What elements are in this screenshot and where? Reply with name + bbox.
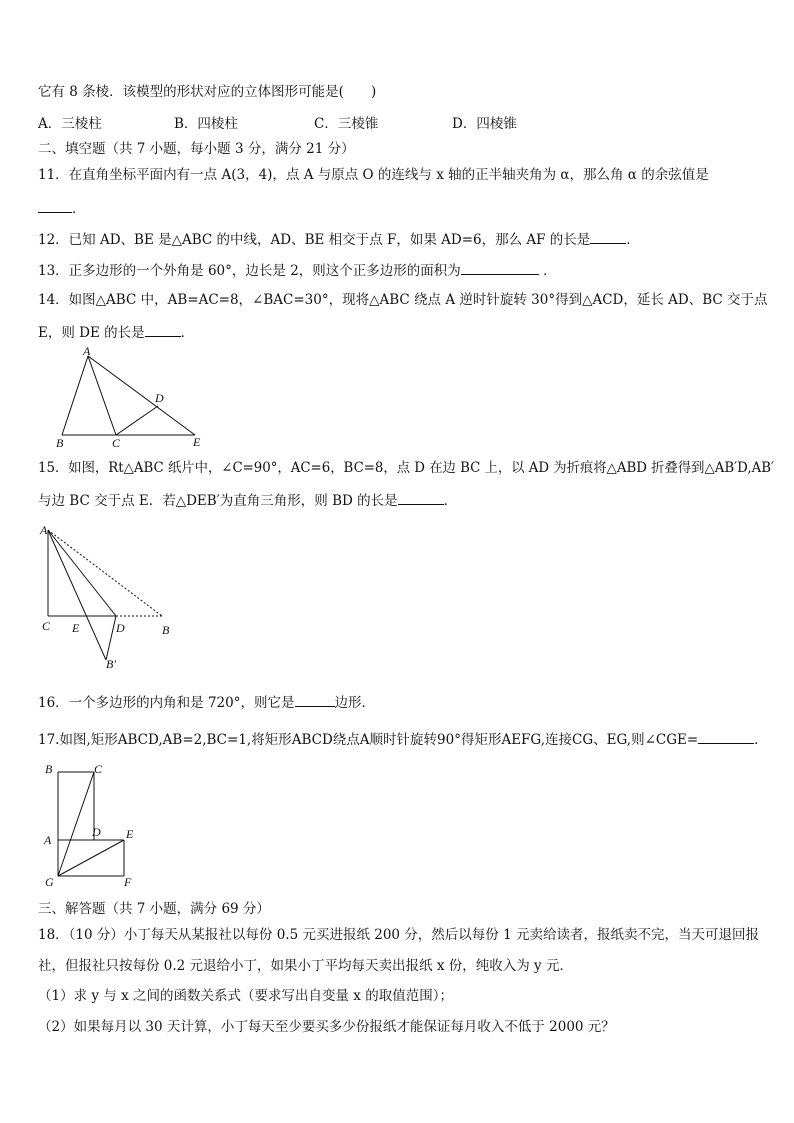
segment-abprime	[48, 530, 106, 660]
segment-ge	[58, 840, 124, 876]
answer-blank[interactable]	[398, 490, 444, 505]
option-b[interactable]: B．四棱柱	[174, 116, 238, 132]
option-c[interactable]: C．三棱锥	[314, 116, 379, 132]
segment-ac	[88, 356, 116, 435]
label-b: B	[45, 762, 53, 776]
label-d: D	[92, 825, 101, 839]
label-g: G	[45, 875, 54, 889]
segment-dbprime	[106, 616, 116, 660]
q18-sub1: （1）求 y 与 x 之间的函数关系式（要求写出自变量 x 的取值范围）；	[38, 988, 453, 1004]
segment-gc	[58, 772, 94, 876]
q14-figure	[40, 342, 220, 452]
q17-figure	[36, 758, 146, 888]
label-c: C	[42, 619, 51, 633]
q15-figure	[34, 520, 184, 670]
answer-blank[interactable]	[590, 229, 626, 244]
q12: 12．已知 AD、BE 是△ABC 的中线，AD、BE 相交于点 F，如果 AD=6，那么 AF 的长是 ．	[38, 229, 640, 249]
answer-blank[interactable]	[461, 260, 539, 275]
label-bprime: B′	[106, 657, 116, 671]
option-d[interactable]: D．四棱锥	[452, 116, 517, 132]
answer-blank[interactable]	[698, 729, 754, 744]
segment-ae	[88, 356, 195, 435]
label-a: A	[44, 833, 52, 847]
label-f: F	[124, 875, 132, 889]
section-3-heading: 三、解答题（共 7 小题，满分 69 分）	[38, 901, 270, 917]
q14-line1: 14．如图△ABC 中，AB=AC=8，∠BAC=30°，现将△ABC 绕点 A 逆时针旋转 30°得到△ACD，延长 AD、BC 交于点	[38, 292, 768, 308]
segment-ab	[62, 356, 88, 435]
q10-stem: 它有 8 条棱．该模型的形状对应的立体图形可能是( )	[38, 84, 377, 100]
label-d: D	[116, 621, 125, 635]
label-a: A	[40, 523, 48, 537]
label-a: A	[83, 344, 91, 358]
section-2-heading: 二、填空题（共 7 小题，每小题 3 分，满分 21 分）	[38, 141, 355, 157]
label-e: E	[193, 435, 201, 449]
segment-ab-dashed	[48, 530, 162, 616]
q17: 17.如图,矩形ABCD,AB=2,BC=1,将矩形ABCD绕点A顺时针旋转90°得矩形AEFG,连接CG、EG,则∠CGE= ．	[38, 729, 768, 749]
q14-line2: E，则 DE 的长是 ．	[38, 322, 194, 342]
label-e: E	[126, 827, 134, 841]
q11-line1: 11．在直角坐标平面内有一点 A(3，4)，点 A 与原点 O 的连线与 x 轴的正半轴夹角为 α，那么角 α 的余弦值是	[38, 167, 709, 183]
option-a[interactable]: A．三棱柱	[38, 116, 102, 132]
q18-line2: 社，但报社只按每份 0.2 元退给小丁，如果小丁平均每天卖出报纸 x 份，纯收入为 y 元．	[38, 958, 573, 974]
label-c: C	[94, 762, 103, 776]
answer-blank[interactable]	[295, 692, 335, 707]
q11-line2: ．	[38, 198, 86, 218]
q15-line1: 15．如图，Rt△ABC 纸片中，∠C=90°，AC=6，BC=8，点 D 在边 BC 上，以 AD 为折痕将△ABD 折叠得到△AB′D,AB′	[38, 460, 775, 476]
label-b: B	[162, 623, 170, 637]
label-b: B	[56, 436, 64, 450]
answer-blank[interactable]	[38, 198, 72, 213]
q18-line1: 18．（10 分）小丁每天从某报社以每份 0.5 元买进报纸 200 分，然后以每份 1 元卖给读者，报纸卖不完，当天可退回报	[38, 927, 759, 943]
q18-sub2: （2）如果每月以 30 天计算，小丁每天至少要买多少份报纸才能保证每月收入不低于 2000 元？	[38, 1019, 615, 1035]
label-c: C	[112, 436, 121, 450]
answer-blank[interactable]	[145, 322, 181, 337]
q16: 16．一个多边形的内角和是 720°，则它是 边形．	[38, 692, 375, 712]
label-e: E	[72, 621, 80, 635]
q13: 13．正多边形的一个外角是 60°，边长是 2，则这个正多边形的面积为 ．	[38, 260, 557, 280]
label-d: D	[155, 391, 164, 405]
segment-cd	[116, 406, 158, 435]
q10-options	[38, 115, 758, 133]
q15-line2: 与边 BC 交于点 E．若△DEB′为直角三角形，则 BD 的长是 ．	[38, 490, 457, 510]
